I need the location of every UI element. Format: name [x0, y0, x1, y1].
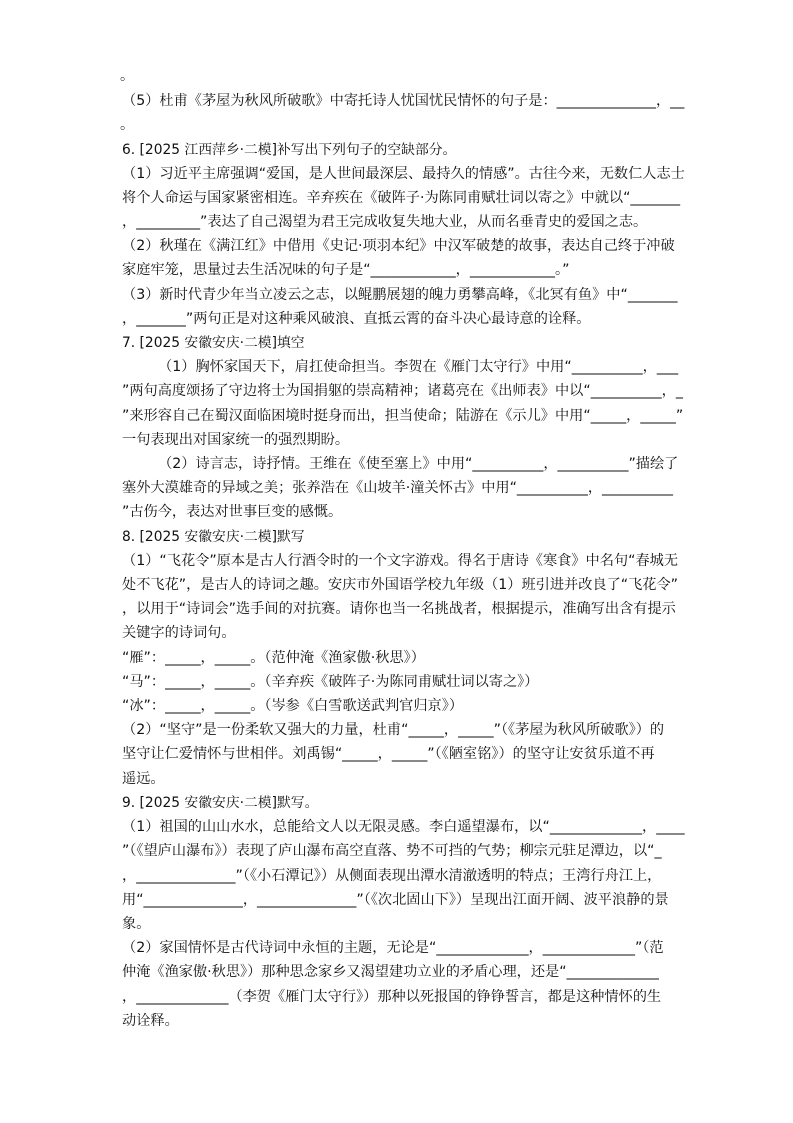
text-line: （1）“飞花令”原本是古人行酒令时的一个文字游戏。得名于唐诗《寒食》中名句“春城无 — [122, 553, 679, 569]
text-line: ，_______”两句正是对这种乘风破浪、直抵云霄的奋斗决心最诗意的诠释。 — [122, 311, 591, 327]
text-line: 动诠释。 — [122, 1013, 179, 1029]
question-header: 8. [2025 安徽安庆·二模]默写 — [122, 529, 305, 545]
text-line: （1）习近平主席强调“爱国，是人世间最深层、最持久的情感”。古往今来，无数仁人志士 — [122, 166, 685, 182]
question-header: 9. [2025 安徽安庆·二模]默写。 — [122, 795, 319, 811]
text-line: 坚守让仁爱情怀与世相伴。刘禹锡“_____，_____”（《陋室铭》）的坚守让安贫乐道不再 — [122, 746, 655, 762]
text-line: （2）家国情怀是古代诗词中永恒的主题，无论是“_____________，_____________”（范 — [122, 940, 664, 956]
text-line: （2）诗言志，诗抒情。王维在《使至塞上》中用“__________，__________”描绘了 — [122, 456, 679, 472]
text-line: 象。 — [122, 916, 151, 932]
text-line: 遥远。 — [122, 771, 165, 787]
text-line: （2）秋瑾在《满江红》中借用《史记·项羽本纪》中汉军破楚的故事，表达自己终于冲破 — [122, 238, 675, 254]
text-line: （1）祖国的山山水水，总能给文人以无限灵感。李白遥望瀑布，以“_____________，____ — [122, 819, 685, 835]
text-line: 一句表现出对国家统一的强烈期盼。 — [122, 432, 350, 448]
prompt-line: “冰”：_____，_____。（岑参《白雪歌送武判官归京》） — [122, 698, 464, 714]
text-line: ”两句高度颂扬了守边将士为国捐躯的崇高精神；诸葛亮在《出师表》中以“__________，_ — [122, 383, 683, 399]
text-line: ，______________”（《小石潭记》）从侧面表现出潭水清澈透明的特点；王湾行舟江上， — [122, 868, 662, 884]
text-line: 将个人命运与国家紧密相连。辛弃疾在《破阵子·为陈同甫赋壮词以寄之》中就以“_______ — [122, 190, 681, 206]
prompt-line: “马”：_____，_____。（辛弃疾《破阵子·为陈同甫赋壮词以寄之》） — [122, 674, 539, 690]
text-line: 用“______________，______________”（《次北固山下》）呈现出江面开阔、波平浪静的景 — [122, 892, 669, 908]
text-line: ”（《望庐山瀑布》）表现了庐山瀑布高空直落、势不可挡的气势；柳宗元驻足潭边，以“_ — [122, 843, 662, 859]
text-line: 处不飞花”，是古人的诗词之趣。安庆市外国语学校九年级（1）班引进并改良了“飞花令” — [122, 577, 679, 593]
question-header: 7. [2025 安徽安庆·二模]填空 — [122, 335, 305, 351]
question-header: 6. [2025 江西萍乡·二模]补写出下列句子的空缺部分。 — [122, 142, 457, 158]
text-line: （2）“坚守”是一份柔软又强大的力量，杜甫“_____，_____”（《茅屋为秋风所破歌》）的 — [122, 722, 665, 738]
text-line: 关键字的诗词句。 — [122, 625, 236, 641]
text-line: 仲淹《渔家傲·秋思》）那种思念家乡又渴望建功立业的矛盾心理，还是“_____________ — [122, 964, 659, 980]
text-line: ”古伤今，表达对世事巨变的感慨。 — [122, 504, 343, 520]
text-line: ，_________”表达了自己渴望为君王完成收复失地大业，从而名垂青史的爱国之志。 — [122, 214, 648, 230]
text-line: 。 — [120, 117, 135, 133]
text-line: （5）杜甫《茅屋为秋风所破歌》中寄托诗人忧国忧民情怀的句子是：______________，__ — [122, 93, 685, 109]
text-line: 家庭牢笼，思量过去生活况味的句子是“____________，____________。” — [122, 262, 570, 278]
text-line: 塞外大漠雄奇的异域之美；张养浩在《山坡羊·潼关怀古》中用“__________，__________ — [122, 480, 673, 496]
text-line: ，以用于“诗词会”选手间的对抗赛。请你也当一名挑战者，根据提示，准确写出含有提示 — [122, 601, 676, 617]
text-line: （1）胸怀家国天下，肩扛使命担当。李贺在《雁门太守行》中用“__________，___ — [122, 359, 679, 375]
text-line: ”来形容自己在蜀汉面临困境时挺身而出，担当使命；陆游在《示儿》中用“_____，_____” — [122, 408, 684, 424]
prompt-line: “雁”：_____，_____。（范仲淹《渔家傲·秋思》） — [122, 650, 425, 666]
text-line: 。 — [120, 68, 135, 84]
text-line: （3）新时代青少年当立凌云之志，以鲲鹏展翅的魄力勇攀高峰，《北冥有鱼》中“_______ — [122, 287, 678, 303]
text-line: ，_____________（李贺《雁门太守行》）那种以死报国的铮铮誓言，都是这种情怀的生 — [122, 989, 662, 1005]
